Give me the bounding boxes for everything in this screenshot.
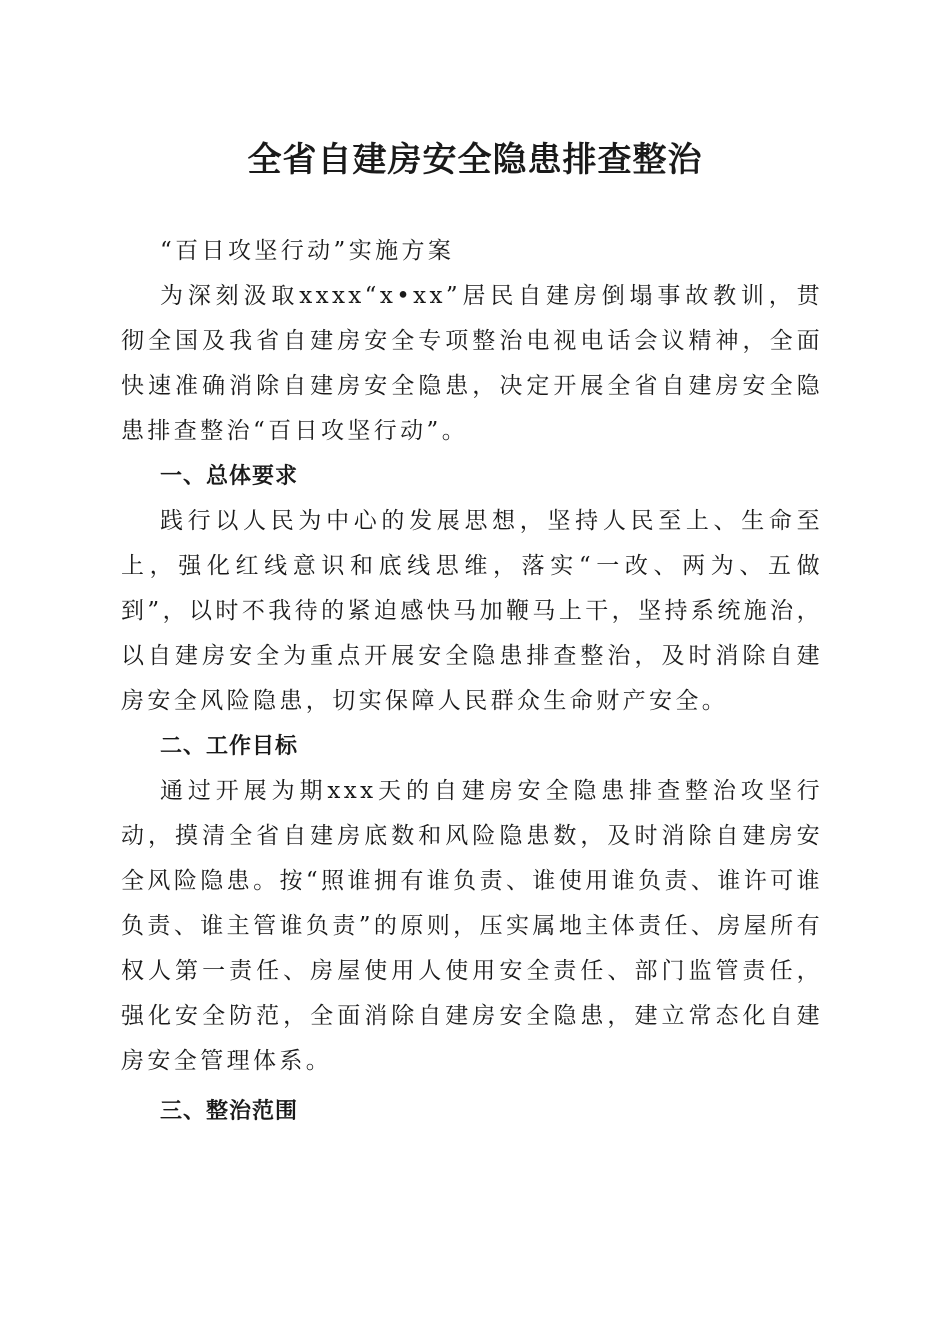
section-heading-work-goals: 二、工作目标 [160, 734, 299, 759]
document-title: 全省自建房安全隐患排查整治 [247, 140, 703, 180]
section-heading-general-requirements: 一、总体要求 [160, 464, 299, 489]
section-heading-scope: 三、整治范围 [160, 1099, 299, 1124]
section-paragraph-general-requirements: 践行以人民为中心的发展思想，坚持人民至上、生命至上，强化红线意识和底线思维，落实“一改、两为、五做到”，以时不我待的紧迫感快马加鞭马上干，坚持系统施治，以自建房安全为重点开展安全隐患排查整治，及时消除自建房安全风险隐患，切实保障人民群众生命财产安全。 [121, 508, 823, 714]
section-paragraph-work-goals: 通过开展为期xxx天的自建房安全隐患排查整治攻坚行动，摸清全省自建房底数和风险隐患数，及时消除自建房安全风险隐患。按“照谁拥有谁负责、谁使用谁负责、谁许可谁负责、谁主管谁负责”的原则，压实属地主体责任、房屋所有权人第一责任、房屋使用人使用安全责任、部门监管责任，强化安全防范，全面消除自建房安全隐患，建立常态化自建房安全管理体系。 [121, 778, 823, 1074]
document-body [121, 229, 823, 1134]
document-subtitle: “百日攻坚行动”实施方案 [160, 238, 455, 264]
intro-paragraph: 为深刻汲取xxxx“x•xx”居民自建房倒塌事故教训，贯彻全国及我省自建房安全专项整治电视电话会议精神，全面快速准确消除自建房安全隐患，决定开展全省自建房安全隐患排查整治“百日攻坚行动”。 [121, 283, 823, 444]
